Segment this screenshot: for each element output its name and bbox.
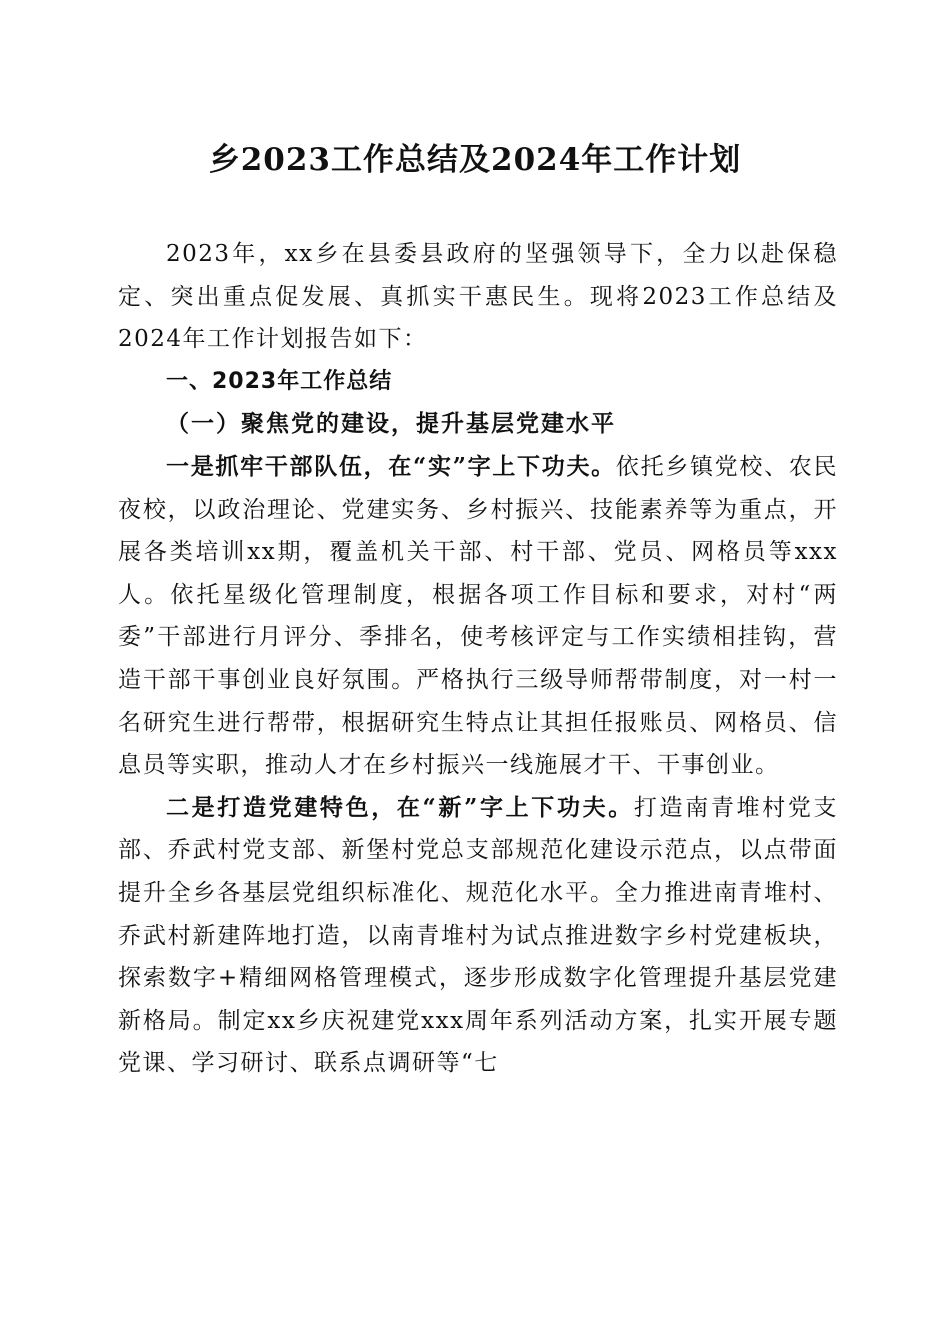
paragraph-lead: 二是打造党建特色，在“新”字上下功夫。 — [166, 793, 634, 821]
paragraph-party-features — [118, 787, 838, 1085]
intro-paragraph: 2023年，xx乡在县委县政府的坚强领导下，全力以赴保稳定、突出重点促发展、真抓实干惠民生。现将2023工作总结及2024年工作计划报告如下： — [118, 241, 838, 353]
paragraph-cadre-team — [118, 446, 838, 787]
paragraph-body: 打造南青堆村党支部、乔武村党支部、新堡村党总支部规范化建设示范点，以点带面提升全乡各基层党组织标准化、规范化水平。全力推进南青堆村、乔武村新建阵地打造，以南青堆村为试点推进数字乡村党建板块，探索数字+精细网格管理模式，逐步形成数字化管理提升基层党建新格局。制定xx乡庆祝建党xxx周年系列活动方案，扎实开展专题党课、学习研讨、联系点调研等“七 — [118, 794, 838, 1077]
paragraph-body: 依托乡镇党校、农民夜校，以政治理论、党建实务、乡村振兴、技能素养等为重点，开展各类培训xx期，覆盖机关干部、村干部、党员、网格员等xxx人。依托星级化管理制度，根据各项工作目标和要求，对村“两委”干部进行月评分、季排名，使考核评定与工作实绩相挂钩，营造干部干事创业良好氛围。严格执行三级导师帮带制度，对一村一名研究生进行帮带，根据研究生特点让其担任报账员、网格员、信息员等实职，推动人才在乡村振兴一线施展才干、干事创业。 — [118, 453, 838, 779]
document-body — [118, 233, 838, 1085]
section-heading-work-summary: 一、2023年工作总结 — [166, 368, 393, 394]
paragraph-lead: 一是抓牢干部队伍，在“实”字上下功夫。 — [166, 452, 616, 480]
subsection-heading-party-building: （一）聚焦党的建设，提升基层党建水平 — [166, 410, 616, 438]
document-title: 乡2023工作总结及2024年工作计划 — [208, 142, 742, 178]
